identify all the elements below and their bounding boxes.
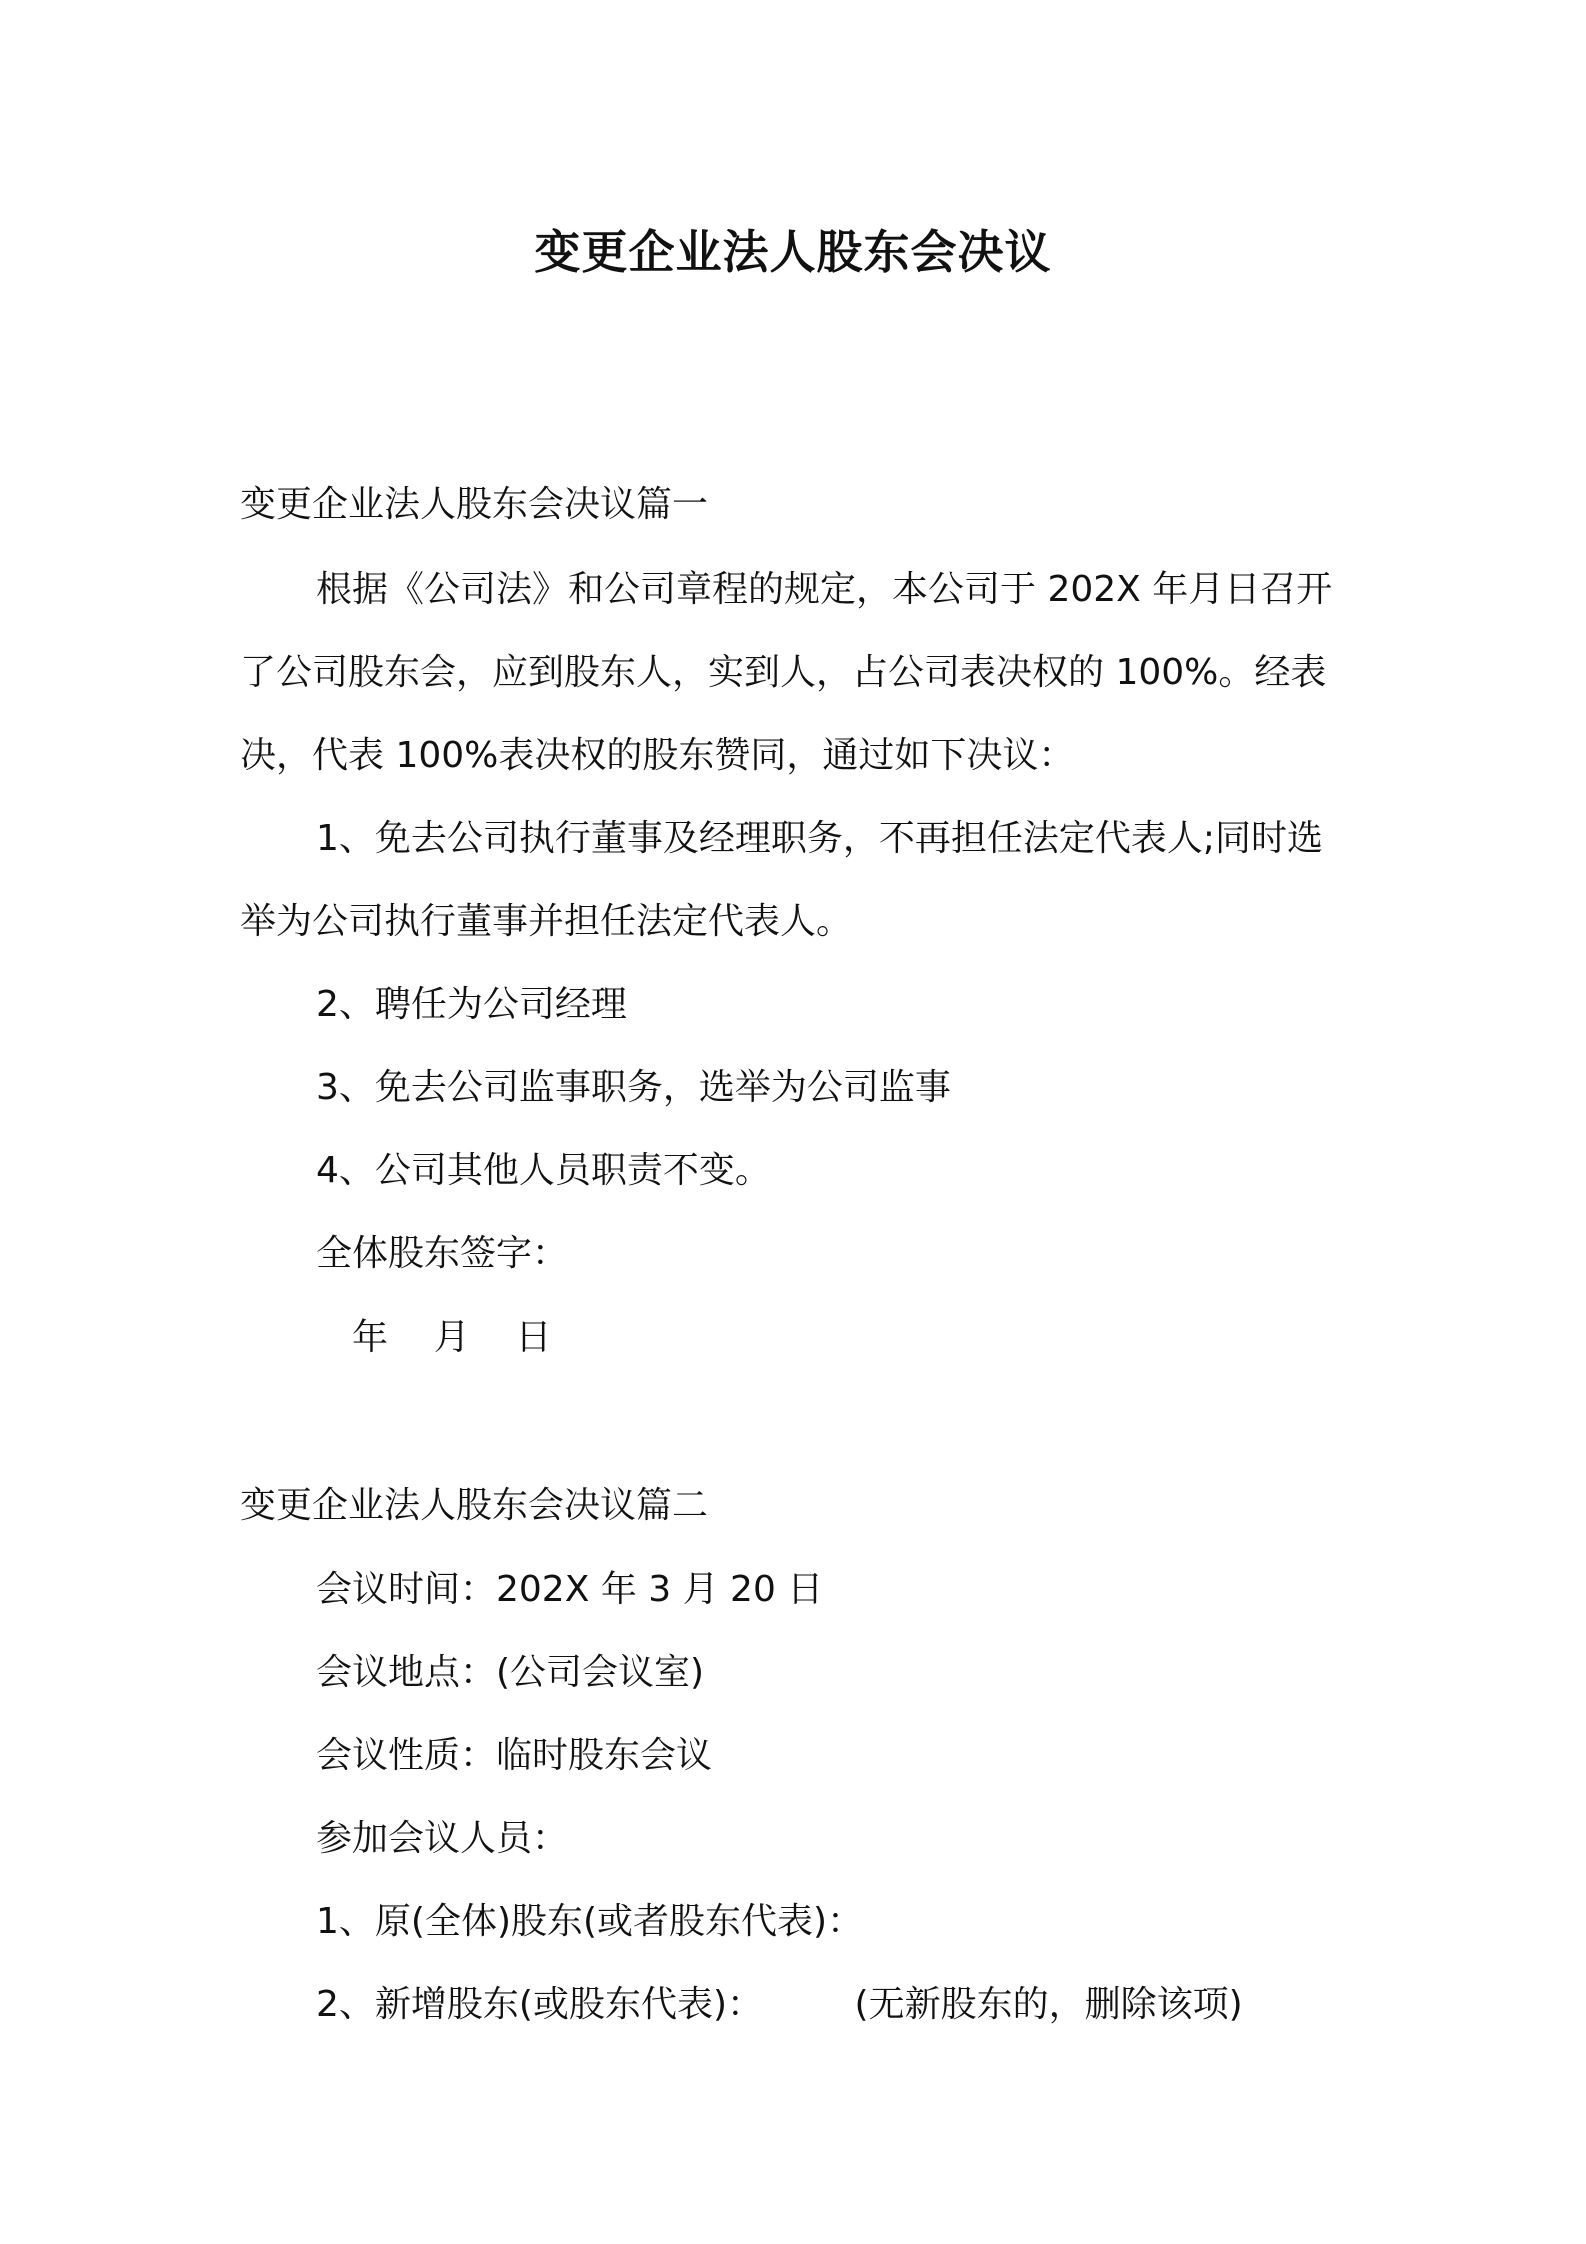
resolution-item-1: 1、免去公司执行董事及经理职务，不再担任法定代表人;同时选 — [316, 818, 1324, 859]
meeting-nature: 会议性质：临时股东会议 — [316, 1735, 713, 1776]
attendee-item-1: 1、原(全体)股东(或者股东代表)： — [316, 1901, 864, 1942]
date-line: 年 月 日 — [352, 1317, 552, 1358]
meeting-place: 会议地点：(公司会议室) — [316, 1652, 705, 1693]
section-1-heading: 变更企业法人股东会决议篇一 — [240, 484, 709, 525]
section-1-paragraph-line: 决，代表 100%表决权的股东赞同，通过如下决议： — [240, 735, 1075, 776]
resolution-item-4: 4、公司其他人员职责不变。 — [316, 1150, 771, 1191]
section-1-paragraph-line: 根据《公司法》和公司章程的规定，本公司于 202X 年月日召开 — [316, 569, 1333, 610]
resolution-item-1-continued: 举为公司执行董事并担任法定代表人。 — [240, 901, 853, 942]
document-title: 变更企业法人股东会决议 — [534, 225, 1052, 279]
meeting-time: 会议时间：202X 年 3 月 20 日 — [316, 1569, 824, 1610]
section-2-heading: 变更企业法人股东会决议篇二 — [240, 1485, 709, 1526]
attendees-label: 参加会议人员： — [316, 1818, 569, 1859]
attendee-item-2: 2、新增股东(或股东代表)： (无新股东的，删除该项) — [316, 1984, 1243, 2025]
resolution-item-3: 3、免去公司监事职务，选举为公司监事 — [316, 1067, 951, 1108]
signature-label: 全体股东签字： — [316, 1233, 569, 1274]
resolution-item-2: 2、聘任为公司经理 — [316, 984, 627, 1025]
section-1-paragraph-line: 了公司股东会，应到股东人，实到人，占公司表决权的 100%。经表 — [240, 652, 1327, 693]
